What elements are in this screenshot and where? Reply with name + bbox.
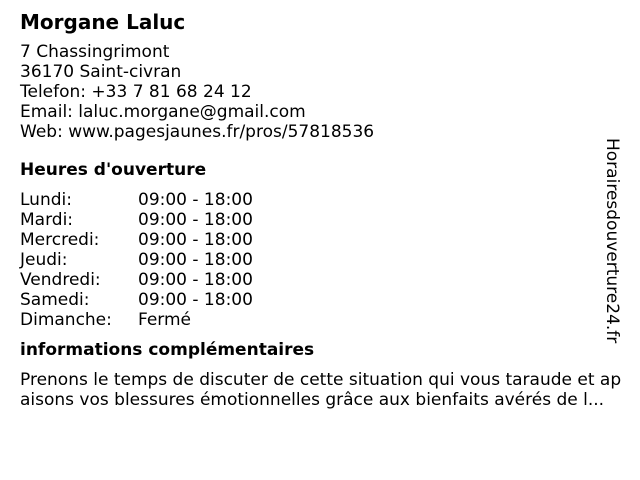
web-line: Web: www.pagesjaunes.fr/pros/57818536: [20, 122, 375, 142]
phone-line: Telefon: +33 7 81 68 24 12: [20, 82, 252, 102]
hours-day: Dimanche:: [20, 310, 112, 330]
email-line: Email: laluc.morgane@gmail.com: [20, 102, 306, 122]
hours-time: Fermé: [138, 310, 192, 330]
hours-time: 09:00 - 18:00: [138, 190, 253, 210]
additional-info-heading: informations complémentaires: [20, 340, 315, 360]
opening-hours-heading: Heures d'ouverture: [20, 160, 207, 180]
hours-time: 09:00 - 18:00: [138, 270, 253, 290]
hours-day: Lundi:: [20, 190, 72, 210]
hours-day: Samedi:: [20, 290, 90, 310]
hours-time: 09:00 - 18:00: [138, 230, 253, 250]
address-city: 36170 Saint-civran: [20, 62, 182, 82]
additional-info-text: Prenons le temps de discuter de cette situation qui vous taraude et apaisons vos blessures émotionnelles grâce aux bienfaits avérés de l...: [20, 370, 622, 410]
address-street: 7 Chassingrimont: [20, 42, 170, 62]
business-card: [20, 10, 620, 410]
hours-time: 09:00 - 18:00: [138, 250, 253, 270]
business-name: Morgane Laluc: [20, 10, 186, 34]
hours-day: Vendredi:: [20, 270, 101, 290]
hours-day: Mercredi:: [20, 230, 100, 250]
opening-hours-table: [20, 190, 620, 330]
hours-time: 09:00 - 18:00: [138, 290, 253, 310]
hours-day: Mardi:: [20, 210, 74, 230]
watermark-text: Horairesdouverture24.fr: [602, 138, 622, 344]
hours-day: Jeudi:: [20, 250, 68, 270]
hours-time: 09:00 - 18:00: [138, 210, 253, 230]
